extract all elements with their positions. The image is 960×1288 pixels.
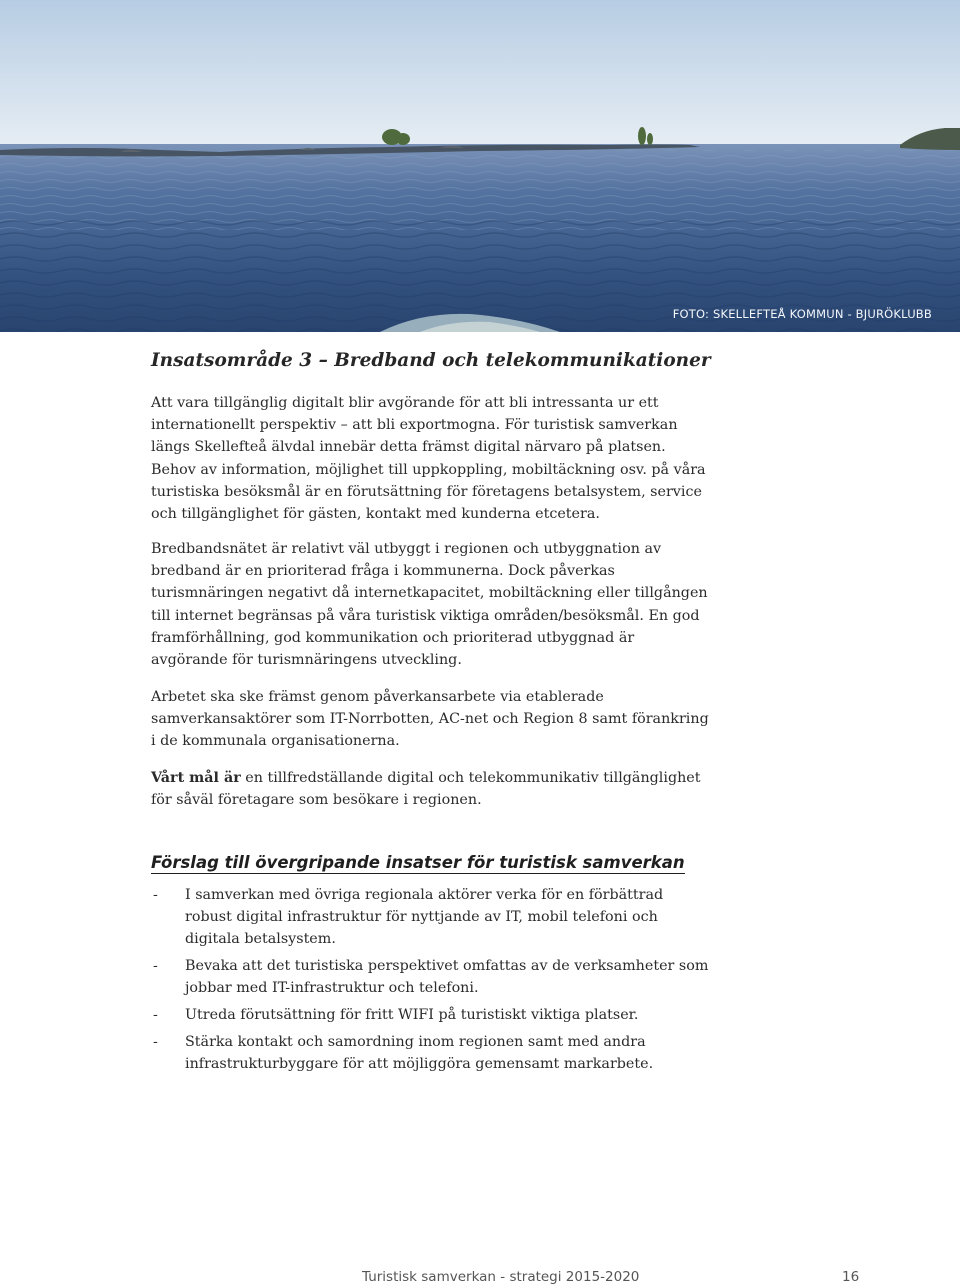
dash-marker: - [153, 1034, 158, 1050]
proposals-list [151, 884, 711, 1080]
list-item-text: Bevaka att det turistiska perspektivet omfattas av de verksamheter som jobbar med IT-infrastruktur och telefoni. [185, 958, 709, 997]
goal-text: en tillfredställande digital och telekommunikativ tillgänglighet för såväl företagare som besökare i regionen. [151, 770, 701, 809]
paragraph-broadband: Bredbandsnätet är relativt väl utbyggt i regionen och utbyggnation av bredband är en prioriterad fråga i kommunerna. Dock påverkas turismnäringen negativt då internetkapacitet, mobiltäckning eller tillgången till internet begränsas på våra turistisk viktiga områden/besöksmål. En god framförhållning, god kommunikation och prioriterad utbyggnad är avgörande för turismnäringens utveckling. [151, 541, 708, 669]
list-item-text: Stärka kontakt och samordning inom regionen samt med andra infrastrukturbyggare för att möjliggöra gemensamt markarbete. [185, 1034, 654, 1073]
goal-lead: Vårt mål är [151, 770, 241, 786]
goal-statement [151, 767, 711, 811]
footer-page-number: 16 [842, 1269, 860, 1285]
dash-marker: - [153, 1007, 158, 1024]
sea-photo-illustration [0, 0, 960, 332]
paragraph-approach: Arbetet ska ske främst genom påverkansarbete via etablerade samverkansaktörer som IT-Norrbotten, AC-net och Region 8 samt förankring i de kommunala organisationerna. [151, 689, 709, 750]
photo-credit: FOTO: SKELLEFTEÅ KOMMUN - BJURÖKLUBB [672, 307, 932, 321]
header-photo [0, 0, 960, 332]
dash-marker: - [153, 958, 158, 975]
list-item-text: Utreda förutsättning för fritt WIFI på turistiskt viktiga platser. [185, 1007, 639, 1024]
proposals-title: Förslag till övergripande insatser för turistisk samverkan [151, 853, 685, 872]
list-item [151, 955, 711, 999]
list-item [151, 1031, 711, 1075]
dash-marker: - [153, 887, 158, 903]
footer-document-title: Turistisk samverkan - strategi 2015-2020 [362, 1269, 640, 1285]
list-item [151, 1004, 711, 1026]
list-item-text: I samverkan med övriga regionala aktörer verka för en förbättrad robust digital infrastruktur för nyttjande av IT, mobil telefoni och digitala betalsystem. [185, 887, 664, 948]
section-title: Insatsområde 3 – Bredband och telekommunikationer [151, 350, 711, 371]
list-item [151, 884, 711, 951]
paragraph-intro: Att vara tillgänglig digitalt blir avgörande för att bli intressanta ur ett internationellt perspektiv – att bli exportmogna. För turistisk samverkan längs Skellefteå älvdal innebär detta främst digital närvaro på platsen. Behov av information, möjlighet till uppkoppling, mobiltäckning osv. på våra turistiska besöksmål är en förutsättning för företagens betalsystem, service och tillgänglighet för gästen, kontakt med kunderna etcetera. [151, 395, 706, 523]
